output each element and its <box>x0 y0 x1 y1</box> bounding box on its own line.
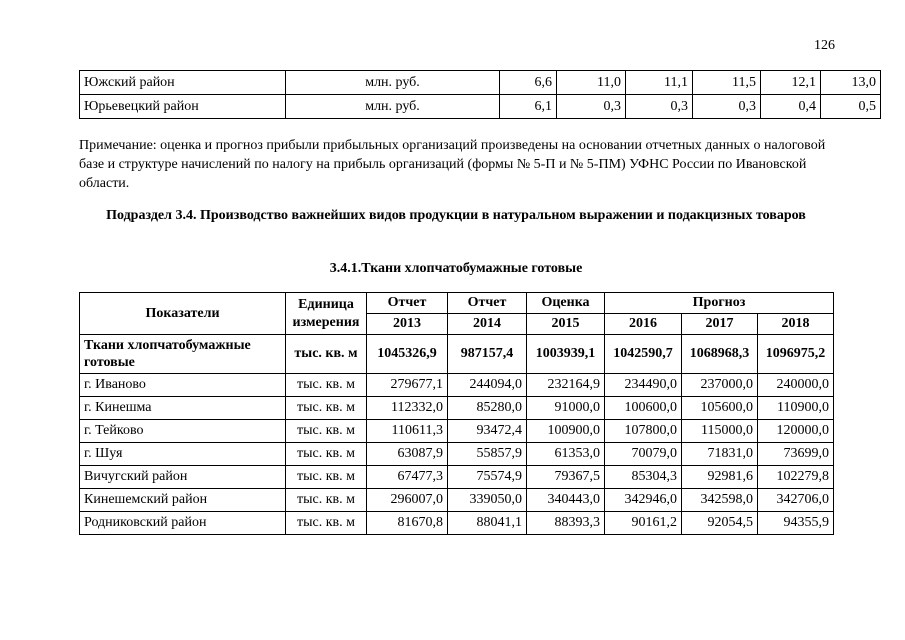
total-row <box>80 335 834 374</box>
value-cell: 115000,0 <box>682 420 758 443</box>
header-year-2015: 2015 <box>527 314 605 335</box>
table-row <box>80 71 881 95</box>
value-cell: 70079,0 <box>605 443 682 466</box>
row-name: г. Тейково <box>80 420 286 443</box>
value-cell: 1042590,7 <box>605 335 682 374</box>
header-unit: Единица измерения <box>286 293 367 335</box>
value-cell: 92054,5 <box>682 512 758 535</box>
value-cell: 55857,9 <box>448 443 527 466</box>
table-row <box>80 374 834 397</box>
value-cell: 240000,0 <box>758 374 834 397</box>
header-year-2017: 2017 <box>682 314 758 335</box>
value-cell: 1096975,2 <box>758 335 834 374</box>
value-cell: 234490,0 <box>605 374 682 397</box>
value-cell: 120000,0 <box>758 420 834 443</box>
subsection-heading: Подраздел 3.4. Производство важнейших видов продукции в натуральном выражении и подакцизных товаров <box>106 208 806 223</box>
value-cell: 91000,0 <box>527 397 605 420</box>
value-cell: 110611,3 <box>367 420 448 443</box>
header-estimate: Оценка <box>527 293 605 314</box>
header-year-2014: 2014 <box>448 314 527 335</box>
table-row <box>80 512 834 535</box>
row-name: г. Иваново <box>80 374 286 397</box>
profit-table-continuation <box>79 70 881 119</box>
value-cell: 1068968,3 <box>682 335 758 374</box>
row-name: Ткани хлопчатобумажные готовые <box>80 335 286 374</box>
row-unit: тыс. кв. м <box>286 443 367 466</box>
value-cell: 100900,0 <box>527 420 605 443</box>
row-unit: тыс. кв. м <box>286 397 367 420</box>
row-name: Вичугский район <box>80 466 286 489</box>
value-cell: 102279,8 <box>758 466 834 489</box>
value-cell: 88393,3 <box>527 512 605 535</box>
value-cell: 93472,4 <box>448 420 527 443</box>
value-cell: 11,1 <box>626 71 693 95</box>
row-name: Кинешемский район <box>80 489 286 512</box>
value-cell: 244094,0 <box>448 374 527 397</box>
value-cell: 342598,0 <box>682 489 758 512</box>
row-unit: млн. руб. <box>286 71 500 95</box>
row-unit: тыс. кв. м <box>286 374 367 397</box>
table-row <box>80 397 834 420</box>
value-cell: 110900,0 <box>758 397 834 420</box>
value-cell: 71831,0 <box>682 443 758 466</box>
value-cell: 987157,4 <box>448 335 527 374</box>
value-cell: 88041,1 <box>448 512 527 535</box>
table-row <box>80 420 834 443</box>
value-cell: 232164,9 <box>527 374 605 397</box>
value-cell: 342706,0 <box>758 489 834 512</box>
cotton-fabrics-table <box>79 292 834 535</box>
header-report-2014: Отчет <box>448 293 527 314</box>
row-name: Южский район <box>80 71 286 95</box>
value-cell: 13,0 <box>821 71 881 95</box>
value-cell: 90161,2 <box>605 512 682 535</box>
value-cell: 1045326,9 <box>367 335 448 374</box>
value-cell: 92981,6 <box>682 466 758 489</box>
value-cell: 339050,0 <box>448 489 527 512</box>
page-number: 126 <box>814 38 835 53</box>
value-cell: 112332,0 <box>367 397 448 420</box>
value-cell: 340443,0 <box>527 489 605 512</box>
value-cell: 0,5 <box>821 95 881 119</box>
value-cell: 94355,9 <box>758 512 834 535</box>
value-cell: 1003939,1 <box>527 335 605 374</box>
row-name: г. Кинешма <box>80 397 286 420</box>
row-unit: тыс. кв. м <box>286 420 367 443</box>
note-paragraph: Примечание: оценка и прогноз прибыли прибыльных организаций произведены на основании отчетных данных о налоговой базе и структуре начислений по налогу на прибыль организаций (формы № 5-П и № 5-ПМ) УФНС России по Ивановской области. <box>79 138 826 191</box>
value-cell: 85280,0 <box>448 397 527 420</box>
table-row <box>80 466 834 489</box>
header-report-2013: Отчет <box>367 293 448 314</box>
row-unit: млн. руб. <box>286 95 500 119</box>
value-cell: 100600,0 <box>605 397 682 420</box>
table-row <box>80 95 881 119</box>
value-cell: 79367,5 <box>527 466 605 489</box>
value-cell: 0,3 <box>557 95 626 119</box>
value-cell: 63087,9 <box>367 443 448 466</box>
value-cell: 73699,0 <box>758 443 834 466</box>
value-cell: 0,3 <box>626 95 693 119</box>
value-cell: 81670,8 <box>367 512 448 535</box>
row-name: Юрьевецкий район <box>80 95 286 119</box>
value-cell: 105600,0 <box>682 397 758 420</box>
value-cell: 85304,3 <box>605 466 682 489</box>
value-cell: 67477,3 <box>367 466 448 489</box>
value-cell: 12,1 <box>761 71 821 95</box>
row-unit: тыс. кв. м <box>286 489 367 512</box>
row-name: г. Шуя <box>80 443 286 466</box>
value-cell: 342946,0 <box>605 489 682 512</box>
value-cell: 237000,0 <box>682 374 758 397</box>
value-cell: 107800,0 <box>605 420 682 443</box>
header-year-2018: 2018 <box>758 314 834 335</box>
value-cell: 296007,0 <box>367 489 448 512</box>
row-unit: тыс. кв. м <box>286 512 367 535</box>
row-unit: тыс. кв. м <box>286 466 367 489</box>
value-cell: 0,3 <box>693 95 761 119</box>
table-row <box>80 489 834 512</box>
header-year-2013: 2013 <box>367 314 448 335</box>
value-cell: 75574,9 <box>448 466 527 489</box>
value-cell: 6,1 <box>500 95 557 119</box>
value-cell: 279677,1 <box>367 374 448 397</box>
value-cell: 61353,0 <box>527 443 605 466</box>
header-year-2016: 2016 <box>605 314 682 335</box>
value-cell: 11,0 <box>557 71 626 95</box>
row-unit: тыс. кв. м <box>286 335 367 374</box>
header-indicator: Показатели <box>80 293 286 335</box>
row-name: Родниковский район <box>80 512 286 535</box>
table-subheading: 3.4.1.Ткани хлопчатобумажные готовые <box>329 261 583 276</box>
value-cell: 11,5 <box>693 71 761 95</box>
value-cell: 0,4 <box>761 95 821 119</box>
table-row <box>80 443 834 466</box>
value-cell: 6,6 <box>500 71 557 95</box>
header-forecast: Прогноз <box>605 293 834 314</box>
